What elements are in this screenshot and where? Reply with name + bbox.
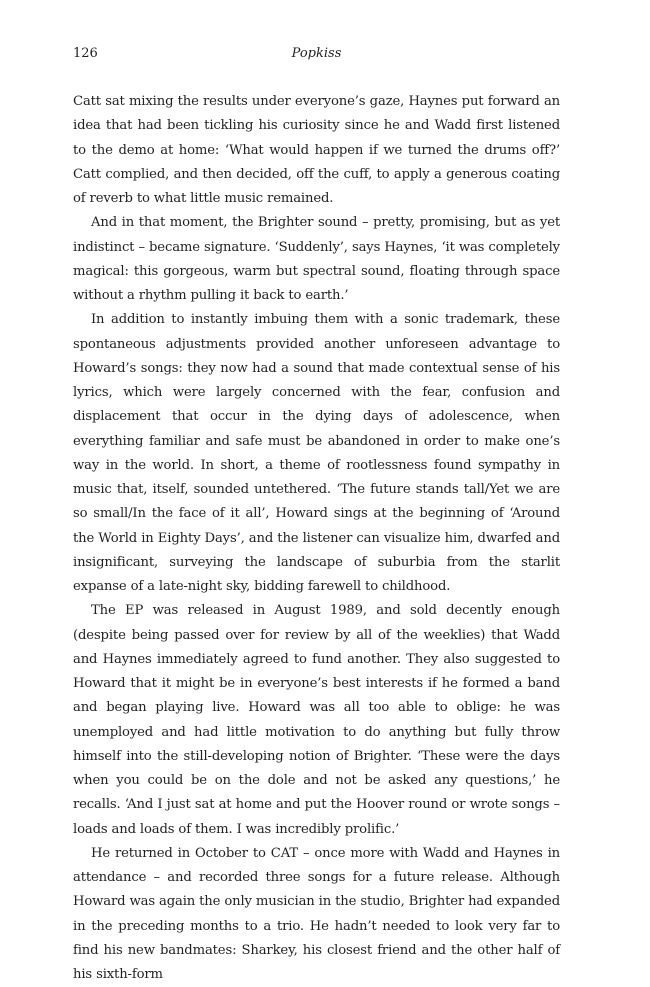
paragraph-5: He returned in October to CAT – once more with Wadd and Haynes in attendance – and recorded three songs for a future release. Although Howard was again the only musician in the studio, Brighter had expanded in the preceding months to a trio. He hadn’t needed to look very far to find his new bandmates: Sharkey, his closest friend and the other half of his sixth-form	[73, 845, 560, 982]
page-header	[73, 46, 560, 66]
body-text	[73, 90, 560, 987]
paragraph-4: The EP was released in August 1989, and sold decently enough (despite being passed over for review by all of the weeklies) that Wadd and Haynes immediately agreed to fund another. They also suggested to Howard that it might be in everyone’s best interests if he formed a band and began playing live. Howard was all too able to oblige: he was unemployed and had little motivation to do anything but fully throw himself into the still-developing notion of Brighter. ‘These were the days when you could be on the dole and not be asked any questions,’ he recalls. ‘And I just sat at home and put the Hoover round or wrote songs – loads and loads of them. I was incredibly prolific.’	[73, 603, 560, 837]
paragraph-3: In addition to instantly imbuing them with a sonic trademark, these spontaneous adjustments provided another unforeseen advantage to Howard’s songs: they now had a sound that made contextual sense of his lyrics, which were largely concerned with the fear, confusion and displacement that occur in the dying days of adolescence, when everything familiar and safe must be abandoned in order to make one’s way in the world. In short, a theme of rootlessness found sympathy in music that, itself, sounded untethered. ‘The future stands tall/Yet we are so small/In the face of it all’, Howard sings at the beginning of ‘Around the World in Eighty Days’, and the listener can visualize him, dwarfed and insignificant, surveying the landscape of suburbia from the starlit expanse of a late-night sky, bidding farewell to childhood.	[73, 312, 560, 594]
paragraph-1: Catt sat mixing the results under everyone’s gaze, Haynes put forward an idea that had been tickling his curiosity since he and Wadd first listened to the demo at home: ‘What would happen if we turned the drums off?’ Catt complied, and then decided, off the cuff, to apply a generous coating of reverb to what little music remained.	[73, 94, 560, 206]
page-number: 126	[73, 46, 98, 61]
running-title: Popkiss	[291, 46, 342, 61]
paragraph-2: And in that moment, the Brighter sound – pretty, promising, but as yet indistinct – became signature. ‘Suddenly’, says Haynes, ‘it was completely magical: this gorgeous, warm but spectral sound, floating through space without a rhythm pulling it back to earth.’	[73, 215, 560, 303]
